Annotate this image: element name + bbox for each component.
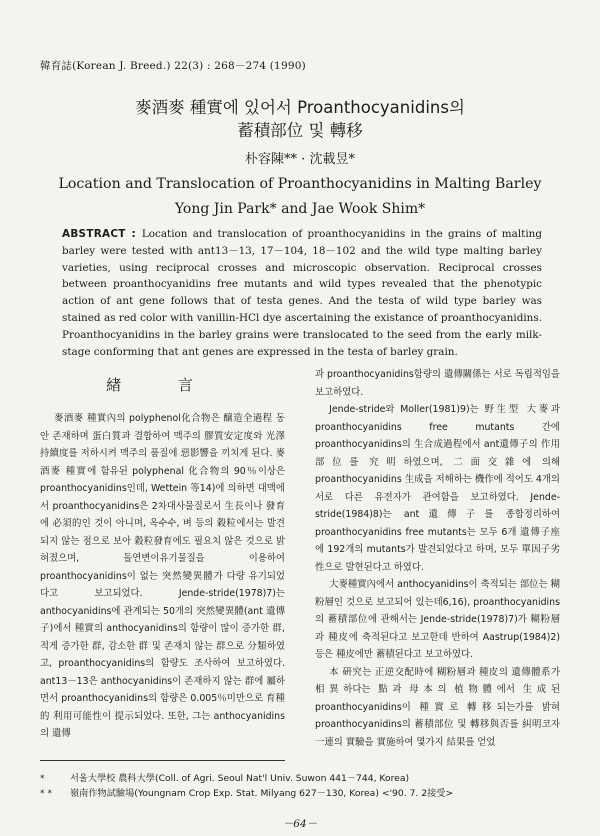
right-paragraph: 本 硏究는 正逆交配時에 糊粉層과 種皮의 遺傳體系가 相異하다는 點과 母本의 植物體에서 生成된 proanthocyanidins이 種實로 轉移되는가를 밝혀 proanthocyanidins의 蓄積部位 및 轉移與否를 糾明코자 一連의 實驗을 實施하여 몇가지 結果를 얻었 — [315, 666, 560, 748]
right-paragraph: 大麥種實內에서 anthocyanidins이 축적되는 部位는 糊粉層인 것으로 보고되어 있는데6,16), proanthocyanidins의 蓄積部位에 관해서는 Jende-stride(1978)7)가 糊粉層과 種皮에 축적된다고 보고한데 반하여 Aastrup(1984)2)등은 種皮에만 蓄積된다고 보고하였다. — [315, 579, 560, 660]
korean-title-line-1: 麥酒麥 種實에 있어서 Proanthocyanidins의 — [135, 98, 465, 117]
abstract-text: Location and translocation of proanthocyanidins in the grains of malting barley were tested with ant13－13, 17－104, 18－102 and the wild type malting barley varieties, using reciprocal crosses and microscopic observation. Reciprocal crosses between proanthocyanidins free mutants and wild types revealed that the phenotypic action of ant gene follows that of testa genes. And the testa of wild type barley was stained as red color with vanillin-HCl dye ascertaining the existance of proanthocyanidins. Proanthocyanidins in the barley grains were translocated to the seed from the early milk-stage conforming that ant genes are expressed in the testa of barley grain. — [62, 228, 542, 358]
section-heading-introduction: 緖 言 — [106, 376, 219, 394]
english-authors: Yong Jin Park* and Jae Wook Shim* — [174, 201, 426, 217]
footnote-text: 서울大學校 農科大學(Coll. of Agri. Seoul Nat'l Univ. Suwon 441－744, Korea) — [70, 773, 410, 784]
korean-title-line-2: 蓄積部位 및 轉移 — [237, 121, 363, 140]
footnote-mark: * * — [40, 788, 53, 799]
footnote-1 — [40, 770, 409, 784]
korean-authors: 朴容陳** · 沈載昱* — [245, 152, 355, 167]
english-title: Location and Translocation of Proanthocyanidins in Malting Barley — [58, 176, 542, 192]
footnote-mark: * — [40, 773, 45, 784]
journal-citation: 韓育誌(Korean J. Breed.) 22(3) : 268－274 (1990) — [40, 60, 306, 72]
page-number: －64－ — [282, 818, 318, 830]
footnote-2 — [40, 785, 453, 799]
left-column — [40, 410, 285, 743]
left-paragraph: 麥酒麥 種實內의 polyphenol化合物은 醸造全過程 동안 존재하며 蛋白質과 결합하여 맥주의 膠質安定度와 光澤持續度를 저하시켜 맥주의 품질에 惡影響을 끼치게 된다. 麥酒麥 種實에 함유된 polyphenal 化合物의 90％이상은 proanthocyanidins인데, Wettein 等14)에 의하면 대맥에서 proanthocyanidins은 2차대사물질로서 生長이나 發育에 必須的인 것이 아니며, 옥수수, 벼 등의 穀粒에서는 발견되지 않는 점으로 보아 穀粒發育에도 필요치 않은 것으로 밝혀졌으며, 돌연변이유기물질을 이용하여 proanthocyanidins이 없는 突然變異體가 다량 유기되었다고 보고되었다. Jende-stride(1978)7)는 anthocyanidins에 관계되는 50개의 突然變異體(ant 遺傳子)에서 種實의 anthocyanidins의 함량이 많이 증가한 群, 적게 증가한 群, 감소한 群 및 존재치 않는 群으로 分類하였고, proanthocyanidins의 함량도 조사하여 보고하였다. ant13－13은 anthocyanidins이 존재하지 않는 群에 屬하면서 proanthocyanidins의 함량은 0.005％미만으로 育種的 利用可能性이 提示되었다. 또한, 그는 anthocyanidins의 遺傳 — [40, 413, 285, 739]
abstract — [62, 226, 542, 360]
right-paragraph: Jende-stride와 Moller(1981)9)는 野生型 大麥과 proanthocyanidins free mutants 간에 proanthocyanidins의 生合成過程에서 ant遺傳子의 作用部位를 究明하였으며, 二面交雜에 의해 proanthocyanidins 生成을 저해하는 機作에 적어도 4개의 서로 다른 유전자가 관여함을 보고하였다. Jende-stride(1984)8)는 ant遺傳子를 종합정리하여 proanthocyanidins free mutants는 모두 6개 遺傳子座에 192개의 mutants가 발견되었다고 하며, 모두 單因子劣性으로 발현된다고 하였다. — [315, 404, 560, 573]
right-column — [315, 366, 560, 751]
right-paragraph: 과 proanthocyanidins함량의 遺傳關係는 서로 독립적임을 보고하였다. — [315, 369, 560, 398]
abstract-label: ABSTRACT : — [62, 228, 142, 240]
footnote-rule — [40, 760, 285, 761]
footnote-text: 嶺南作物試驗場(Youngnam Crop Exp. Stat. Milyang 627－130, Korea) <'90. 7. 2接受> — [70, 788, 454, 799]
